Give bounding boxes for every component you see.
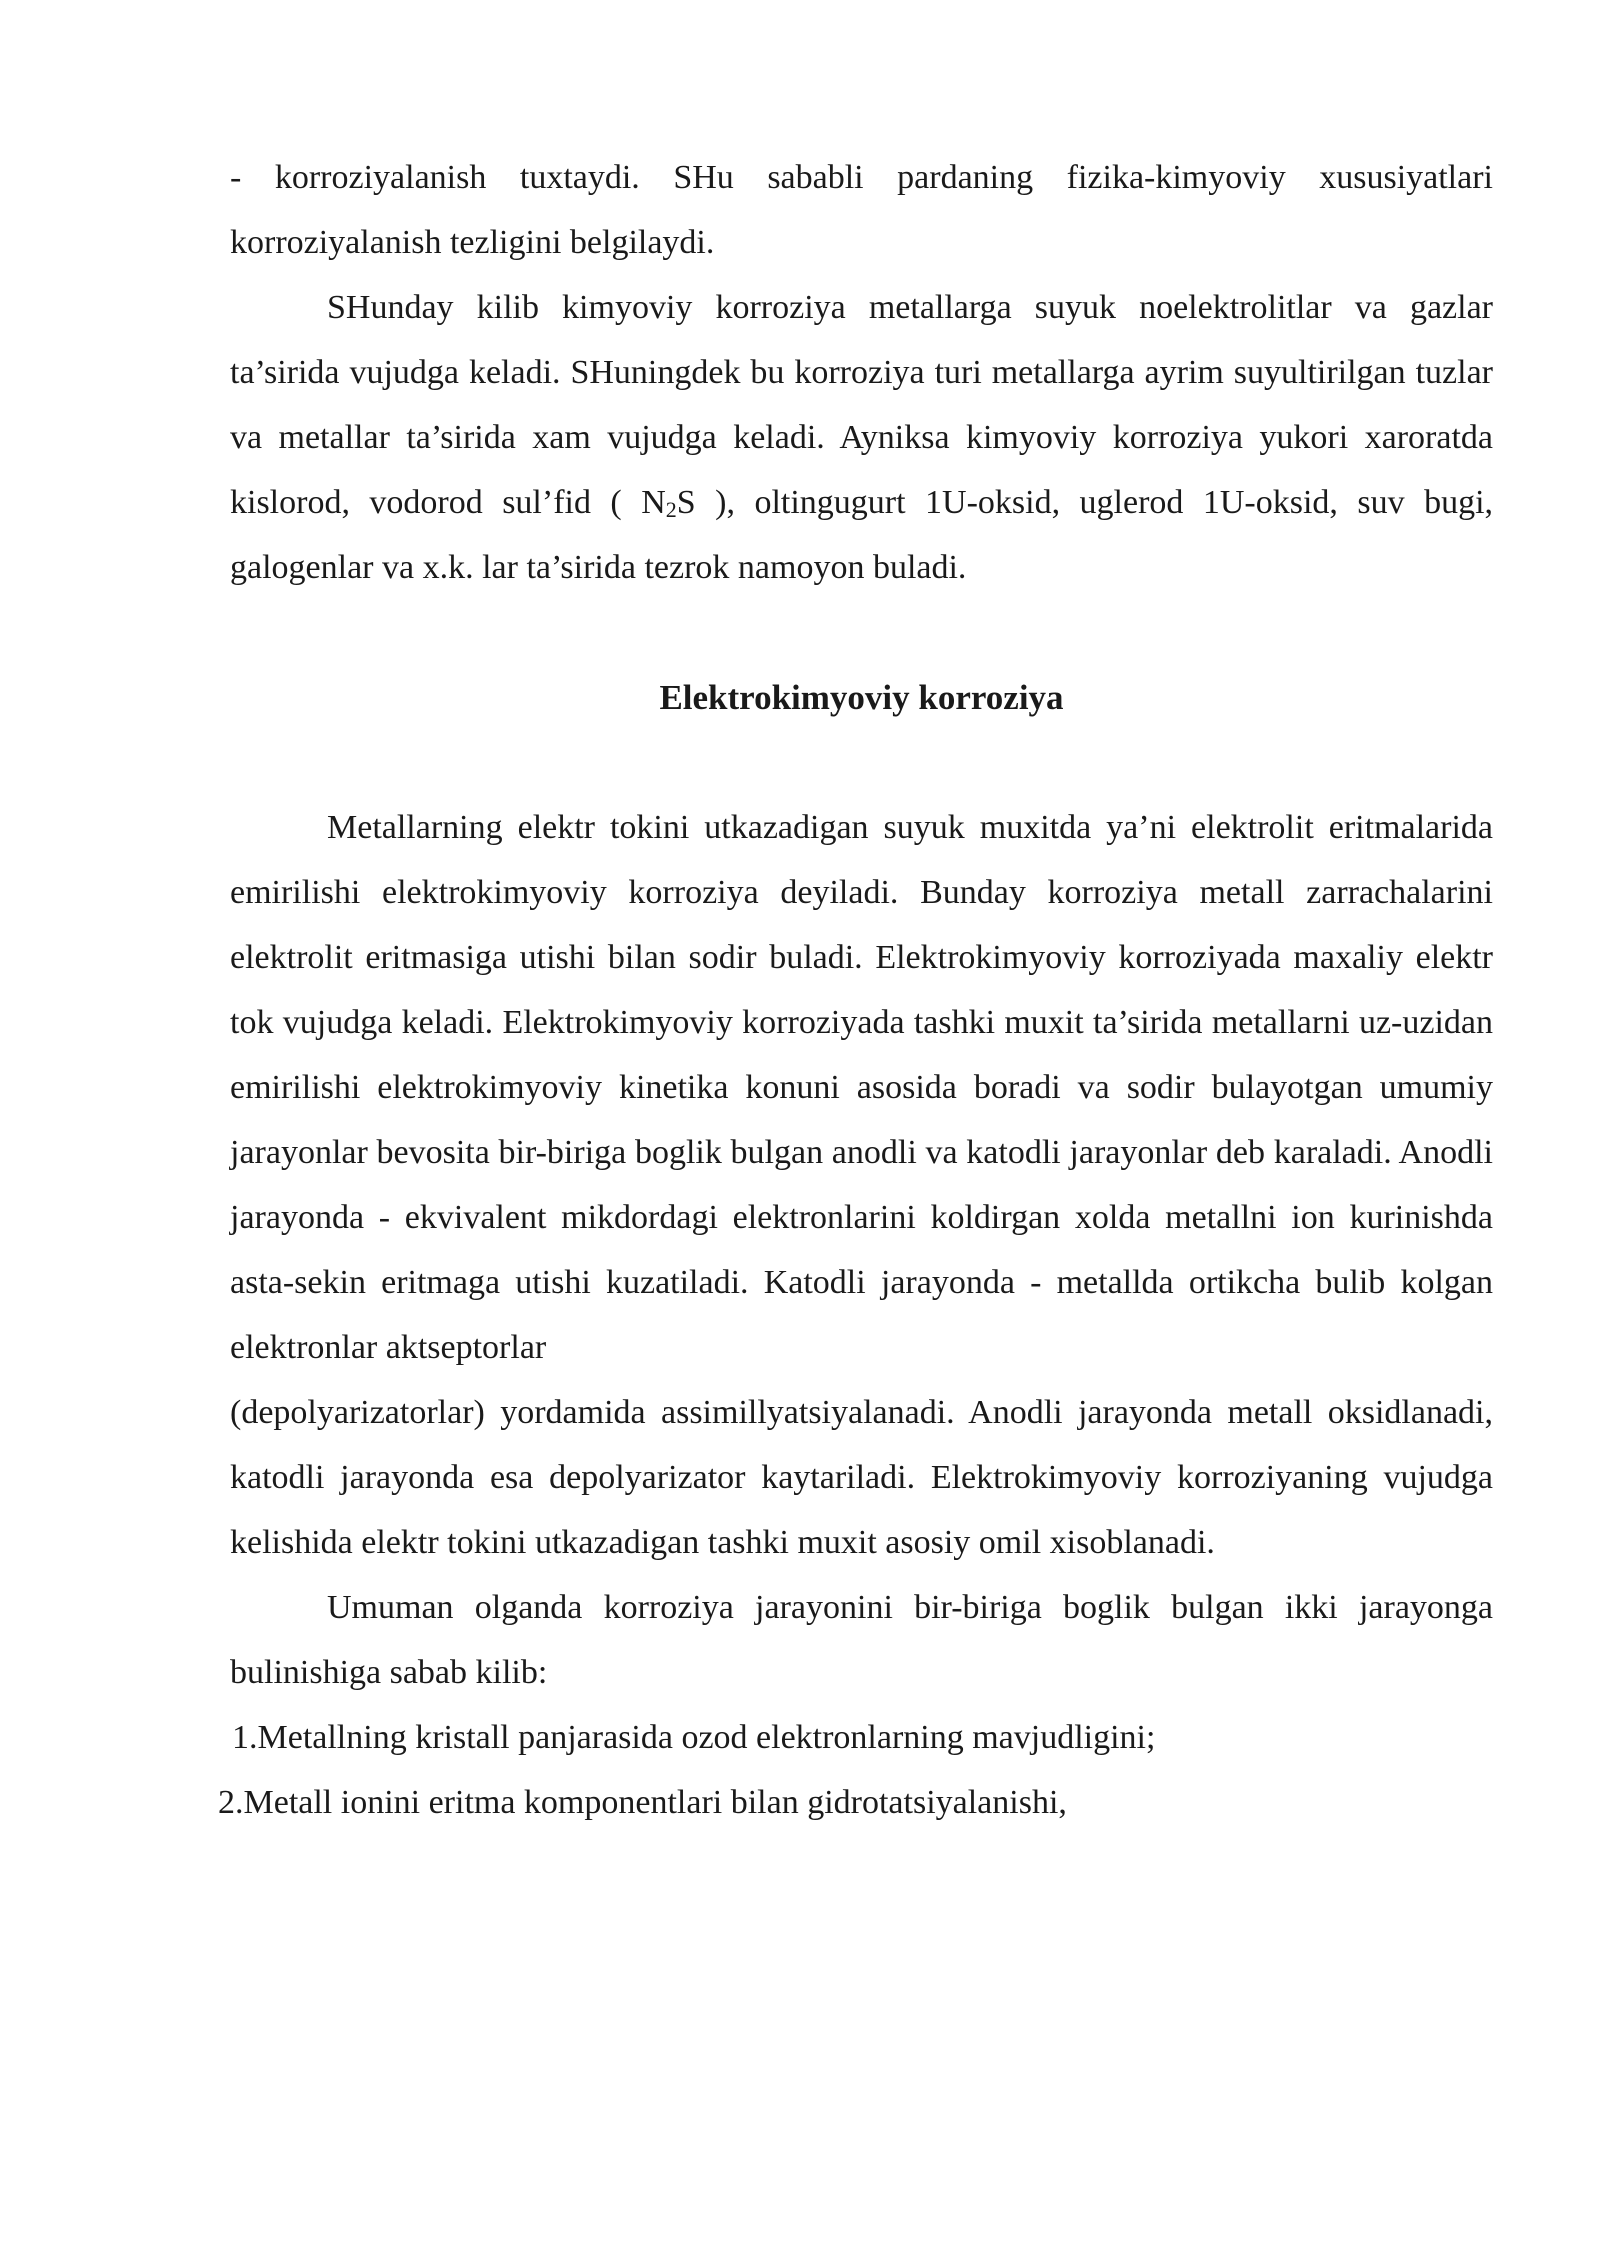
paragraph-depolyarizatorlar: (depolyarizatorlar) yordamida assimillyatsiyalanadi. Anodli jarayonda metall oksidlanadi, katodli jarayonda esa depolyarizator kaytariladi. Elektrokimyoviy korroziyaning vujudga kelishida elektr tokini utkazadigan tashki muxit asosiy omil xisoblanadi. bbox=[230, 1394, 1493, 1561]
list-item: 2.Metall ionini eritma komponentlari bilan gidrotatsiyalanishi, bbox=[218, 1784, 1067, 1821]
paragraph-korroziyalanish-tuxtaydi: - korroziyalanish tuxtaydi. SHu sababli pardaning fizika-kimyoviy xususiyatlari korroziyalanish tezligini belgilaydi. bbox=[230, 159, 1493, 261]
paragraph-text: ), oltingugurt 1U-oksid, uglerod 1U-oksid, suv bugi, galogenlar va x.k. lar ta’sirida tezrok namoyon buladi. bbox=[230, 484, 1494, 586]
paragraph-umuman-olganda: Umuman olganda korroziya jarayonini bir-biriga boglik bulgan ikki jarayonga bulinishiga sabab kilib: bbox=[230, 1589, 1493, 1691]
section-heading: Elektrokimyoviy korroziya bbox=[659, 678, 1064, 717]
formula-base: N bbox=[641, 484, 666, 521]
spacer bbox=[230, 730, 1493, 795]
list-item: 1.Metallning kristall panjarasida ozod elektronlarning mavjudligini; bbox=[232, 1719, 1156, 1756]
spacer bbox=[230, 600, 1493, 665]
formula-h2s bbox=[641, 484, 695, 521]
paragraph-kimyoviy-korroziya bbox=[230, 275, 1493, 600]
paragraph-elektrokimyoviy-definition: Metallarning elektr tokini utkazadigan suyuk muxitda ya’ni elektrolit eritmalarida emirilishi elektrokimyoviy korroziya deyiladi. Bunday korroziya metall zarrachalarini elektrolit eritmasiga utishi bilan sodir buladi. Elektrokimyoviy korroziyada maxaliy elektr tok vujudga keladi. Elektrokimyoviy korroziyada tashki muxit ta’sirida metallarni uz-uzidan emirilishi elektrokimyoviy kinetika konuni asosida boradi va sodir bulayotgan umumiy jarayonlar bevosita bir-biriga boglik bulgan anodli va katodli jarayonlar deb karaladi. Anodli jarayonda - ekvivalent mikdordagi elektronlarini koldirgan xolda metallni ion kurinishda asta-sekin eritmaga utishi kuzatiladi. Katodli jarayonda - metallda ortikcha bulib kolgan elektronlar aktseptorlar bbox=[230, 809, 1493, 1366]
document-page bbox=[218, 145, 1494, 1835]
formula-subscript: 2 bbox=[665, 497, 677, 522]
paragraph-text: SHunday kilib kimyoviy korroziya metallarga suyuk noelektrolitlar va gazlar ta’sirida vujudga keladi. SHuningdek bu korroziya turi metallarga ayrim suyultirilgan tuzlar va metallar ta’sirida xam vujudga keladi. Ayniksa kimyoviy korroziya yukori xaroratda kislorod, vodorod sul’fid ( bbox=[230, 289, 1493, 521]
formula-tail: S bbox=[676, 484, 696, 521]
